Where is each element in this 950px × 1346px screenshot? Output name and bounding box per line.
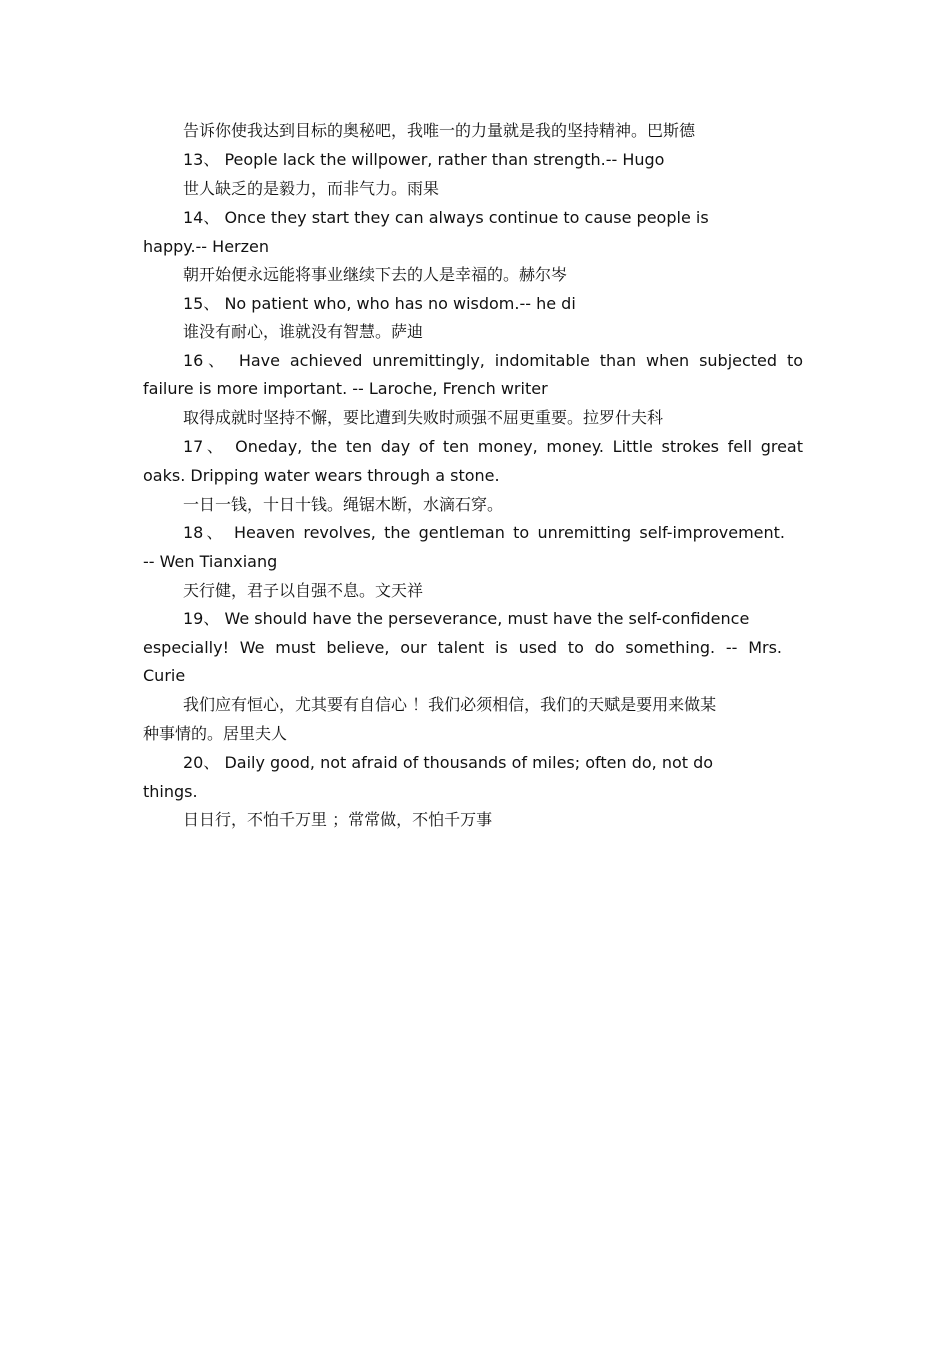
text-line: oaks. Dripping water wears through a stone. (143, 466, 500, 485)
text-line: 朝开始便永远能将事业继续下去的人是幸福的。赫尔岑 (183, 265, 568, 284)
text-line: 17、 Oneday, the ten day of ten money, money. Little strokes fell great (183, 437, 803, 456)
text-line: -- Wen Tianxiang (143, 552, 278, 571)
text-line: 世人缺乏的是毅力，而非气力。雨果 (183, 179, 440, 198)
text-line: 14、 Once they start they can always continue to cause people is (183, 208, 709, 227)
text-line: 天行健，君子以自强不息。文天祥 (183, 581, 424, 600)
text-line: 19、 We should have the perseverance, must have the self-confidence (183, 609, 750, 628)
text-line: 13、 People lack the willpower, rather than strength.-- Hugo (183, 150, 665, 169)
text-line: 16、 Have achieved unremittingly, indomitable than when subjected to (183, 351, 803, 370)
text-line: 20、 Daily good, not afraid of thousands of miles; often do, not do (183, 753, 714, 772)
text-line: failure is more important. -- Laroche, French writer (143, 379, 548, 398)
text-line: 18、 Heaven revolves, the gentleman to unremitting self-improvement. (183, 523, 785, 542)
text-line: 日日行，不怕千万里 ；常常做，不怕千万事 (183, 810, 493, 829)
text-line: especially! We must believe, our talent is used to do something. -- Mrs. (143, 638, 782, 657)
text-line: 谁没有耐心，谁就没有智慧。萨迪 (183, 322, 424, 341)
text-line: happy.-- Herzen (143, 237, 269, 256)
text-line: 取得成就时坚持不懈，要比遭到失败时顽强不屈更重要。拉罗什夫科 (183, 408, 664, 427)
text-line: 15、 No patient who, who has no wisdom.-- he di (183, 294, 576, 313)
text-line: Curie (143, 666, 186, 685)
text-line: 一日一钱，十日十钱。绳锯木断，水滴石穿。 (183, 495, 504, 514)
text-line: 种事情的。居里夫人 (143, 724, 288, 743)
text-line: 告诉你使我达到目标的奥秘吧，我唯一的力量就是我的坚持精神。巴斯德 (183, 121, 696, 140)
text-line: things. (143, 782, 198, 801)
text-line: 我们应有恒心，尤其要有自信心 ！我们必须相信，我们的天赋是要用来做某 (183, 695, 717, 714)
